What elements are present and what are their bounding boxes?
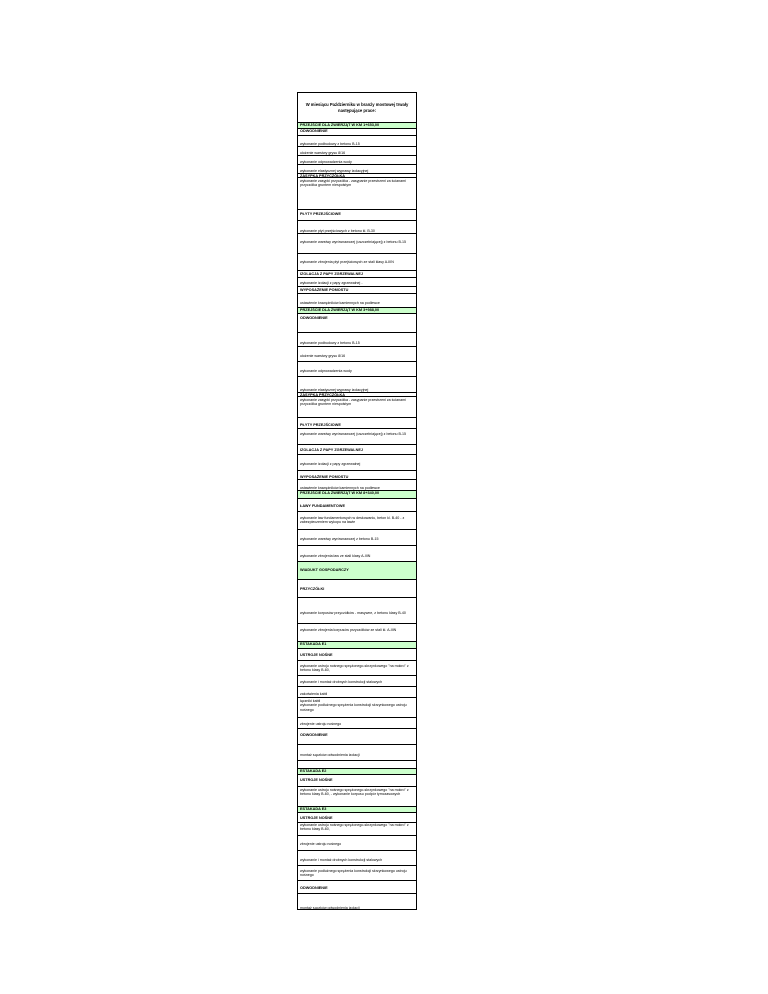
task-item-wykonanie-warstwy-wyrownawczej-z-betonu-b-15-text: wykonanie warstwy wyrównawczej z betonu B-15 xyxy=(300,537,379,541)
task-item-wykonanie-elastycznej-wyprawy-izolacyjnej xyxy=(298,164,416,173)
group-heading-ustroje-nosne xyxy=(298,774,416,786)
task-item-ulozenie-warstwy-grysu-8-16 xyxy=(298,346,416,361)
task-item-montaz-saczkow-odwodnienia-izolacji xyxy=(298,744,416,760)
task-item-wykonanie-ustroju-nosnego-sprezonego-skrzynkoweg-text: wykonanie ustroju nośnego sprężonego-skrzynkowego "na mokro" z betonu klasy B-60, - wykonanie korpusu podpór tymczasowych xyxy=(300,788,409,797)
task-item-ulozenie-warstwy-grysu-8-16-text: ułożenie warstwy grysu 8/16 xyxy=(300,151,346,155)
group-heading-odwodnienie-text: ODWODNIENIE xyxy=(300,886,328,890)
task-item-wykonanie-plyt-przejsciowych-z-betonu-kl-b-30 xyxy=(298,220,416,233)
group-heading-plyty-przejsciowe xyxy=(298,417,416,428)
task-item-wykonanie-podbudowy-z-betonu-b-15 xyxy=(298,135,416,146)
task-item-ustawienie-kraweznikow-kamiennych-na-podlewce xyxy=(298,479,416,490)
section-heading-estakada-e2-text: ESTAKADA E2 xyxy=(300,769,327,773)
group-heading-plyty-przejsciowe xyxy=(298,209,416,220)
task-item-ustawienie-kraweznikow-kamiennych-na-podlewce-text: ustawienie krawężników kamiennych na podlewce xyxy=(300,486,380,490)
task-item-wykonanie-warstwy-wyrownawczej-uszczelniajacej-z-text: wykonanie warstwy wyrównawczej (uszczelniającej) z betonu B-15 xyxy=(300,240,407,244)
task-item-ulozenie-warstwy-grysu-8-16 xyxy=(298,146,416,155)
task-item-laczniki-kabli-wykonanie-podluznego-sprezenia-ko-text: łączniki kabli wykonanie podłużnego sprężenia konstrukcji skrzynkowego ustroju nośnego xyxy=(300,699,407,712)
task-item-wykonanie-zasypki-przyczolka-zasypanie-przestrze-text: wykonanie zasypki przyczółka - zasypanie przestrzeni za ścianami przyczółka gruntem niespoistym xyxy=(300,179,406,188)
task-item-wykonanie-i-montaz-drobnych-konstrukcji-stalowyc xyxy=(298,675,416,686)
task-item-wykonanie-ustroju-nosnego-sprezonego-skrzynkoweg-text: wykonanie ustroju nośnego sprężonego-skrzynkowego "na mokro" z betonu klasy B-60, xyxy=(300,823,409,832)
task-item-zbrojenie-ustroju-nosnego-text: zbrojenie ustroju nośnego xyxy=(300,722,342,726)
group-heading-wyposazenie-pomostu xyxy=(298,286,416,293)
task-item-wykonanie-podluznego-sprezenia-konstrukcji-skrzy xyxy=(298,865,416,880)
group-heading-ustroje-nosne-text: USTROJE NOŚNE xyxy=(300,778,333,782)
section-heading-estakada-e1-text: ESTAKADA E1 xyxy=(300,642,327,646)
group-heading-izolacja-z-papy-zgrzewalnej xyxy=(298,444,416,454)
section-heading-wiadukt-gospodarczy xyxy=(298,561,416,579)
section-heading-przejscie-dla-zwierzat-w-km-1-653-00-text: PRZEJŚCIE DLA ZWIERZĄT W KM 1+653,00 xyxy=(300,123,380,127)
task-item-wykonanie-zbrojenia-plyt-przejsciowych-ze-stali- xyxy=(298,253,416,270)
task-item-wykonanie-podluznego-sprezenia-konstrukcji-skrzy-text: wykonanie podłużnego sprężenia konstrukcji skrzynkowego ustroju nośnego xyxy=(300,869,407,878)
task-item-wykonanie-law-fundamentowych-w-deskowaniu-beton--text: wykonanie ław fundamentowych w deskowaniu, beton kl. B-40 - z zabezpieczeniem wykopu na ławie xyxy=(300,516,405,525)
task-item-wykonanie-korpusow-przyczolkow-masywne-z-betonu--text: wykonanie korpusów przyczółków - masywne, z betonu klasy B-40 xyxy=(300,611,406,615)
task-item-wykonanie-podbudowy-z-betonu-b-15-text: wykonanie podbudowy z betonu B-15 xyxy=(300,341,360,345)
task-item-wykonanie-podbudowy-z-betonu-b-15-text: wykonanie podbudowy z betonu B-15 xyxy=(300,142,360,146)
task-item-wykonanie-zasypki-przyczolka-zasypanie-przestrze xyxy=(298,396,416,417)
group-heading-odwodnienie xyxy=(298,128,416,135)
task-item-wykonanie-ustroju-nosnego-sprezonego-skrzynkoweg xyxy=(298,786,416,806)
task-item-wykonanie-izolacji-z-papy-zgrzewalnej xyxy=(298,454,416,470)
task-item-wykonanie-zbrojenia-korpusow-przyczolkow-ze-stal-text: wykonanie zbrojenia korpusów przyczółków ze stali kl. A-IIIN xyxy=(300,628,397,632)
group-heading-izolacja-z-papy-zgrzewalnej-text: IZOLACJA Z PAPY ZGRZEWALNEJ xyxy=(300,272,364,276)
group-heading-plyty-przejsciowe-text: PŁYTY PRZEJŚCIOWE xyxy=(300,212,341,216)
spreadsheet-table xyxy=(297,92,417,910)
group-heading-ustroje-nosne-text: USTROJE NOŚNE xyxy=(300,653,333,657)
group-heading-odwodnienie xyxy=(298,728,416,744)
task-item-wykonanie-elastycznej-wyprawy-izolacyjnej-text: wykonanie elastycznej wyprawy izolacyjnej xyxy=(300,169,369,173)
section-heading-estakada-e1 xyxy=(298,641,416,648)
task-item-ulozenie-warstwy-grysu-8-16-text: ułożenie warstwy grysu 8/16 xyxy=(300,354,346,358)
task-item-wykonanie-zbrojenia-korpusow-przyczolkow-ze-stal xyxy=(298,623,416,641)
group-heading-ustroje-nosne xyxy=(298,812,416,822)
task-item-laczniki-kabli-wykonanie-podluznego-sprezenia-ko xyxy=(298,697,416,717)
task-item-wykonanie-i-montaz-drobnych-konstrukcji-stalowyc-text: wykonanie i montaż drobnych konstrukcji stalowych xyxy=(300,858,383,862)
group-heading-przyczolki xyxy=(298,579,416,597)
section-heading-przejscie-dla-zwierzat-w-km-3-988-00-text: PRZEJŚCIE DLA ZWIERZĄT W KM 3+988,00 xyxy=(300,308,380,312)
task-item-wykonanie-warstwy-wyrownawczej-uszczelniajacej-z xyxy=(298,428,416,444)
task-item-wykonanie-ustroju-nosnego-sprezonego-skrzynkoweg xyxy=(298,660,416,675)
task-item-zakotwienia-kabli-text: zakotwienia kabli xyxy=(300,692,328,696)
section-heading-przejscie-dla-zwierzat-w-km-8-340-00 xyxy=(298,490,416,498)
group-heading-przyczolki-text: PRZYCZÓŁKI xyxy=(300,587,325,591)
task-item-wykonanie-law-fundamentowych-w-deskowaniu-beton- xyxy=(298,511,416,529)
task-item-wykonanie-zbrojenia-plyt-przejsciowych-ze-stali--text: wykonanie zbrojenia płyt przejściowych ze stali klasy A-IIIN xyxy=(300,260,394,264)
task-item-wykonanie-warstwy-wyrownawczej-z-betonu-b-15 xyxy=(298,529,416,545)
task-item-wykonanie-odprowadzenia-wody xyxy=(298,155,416,164)
group-heading-odwodnienie-text: ODWODNIENIE xyxy=(300,129,328,133)
task-item-wykonanie-izolacji-z-papy-zgrzewalnej xyxy=(298,277,416,286)
task-item-wykonanie-korpusow-przyczolkow-masywne-z-betonu- xyxy=(298,597,416,623)
task-item-wykonanie-izolacji-z-papy-zgrzewalnej-text: wykonanie izolacji z papy zgrzewalnej xyxy=(300,462,361,466)
group-heading-izolacja-z-papy-zgrzewalnej xyxy=(298,270,416,277)
group-heading-zasypka-przyczolka-text: ZASYPKA PRZYCZÓŁKA xyxy=(300,174,346,177)
group-heading-odwodnienie xyxy=(298,880,416,893)
group-heading-wyposazenie-pomostu xyxy=(298,470,416,479)
task-item-ustawienie-kraweznikow-kamiennych-na-podlewce-text: ustawienie krawężników kamiennych na podlewce xyxy=(300,301,380,305)
group-heading-ustroje-nosne xyxy=(298,648,416,660)
task-item-wykonanie-odprowadzenia-wody-text: wykonanie odprowadzenia wody xyxy=(300,160,352,164)
group-heading-wyposazenie-pomostu-text: WYPOSAŻENIE POMOSTU xyxy=(300,288,349,292)
group-heading-izolacja-z-papy-zgrzewalnej-text: IZOLACJA Z PAPY ZGRZEWALNEJ xyxy=(300,448,364,452)
group-heading-lawy-fundamentowe xyxy=(298,498,416,511)
task-item-wykonanie-zbrojenia-law-ze-stali-klasy-a-iiin-text: wykonanie zbrojenia ław ze stali klasy A-IIIN xyxy=(300,554,371,558)
group-heading-ustroje-nosne-text: USTROJE NOŚNE xyxy=(300,816,333,820)
sheet-title xyxy=(298,93,416,122)
group-heading-plyty-przejsciowe-text: PŁYTY PRZEJŚCIOWE xyxy=(300,423,341,427)
section-heading-wiadukt-gospodarczy-text: WIADUKT GOSPODARCZY xyxy=(300,568,349,572)
sheet-title-text: W miesiącu Październiku w branży mostowej trwały następujące prace: xyxy=(305,102,409,113)
task-item-wykonanie-plyt-przejsciowych-z-betonu-kl-b-30-text: wykonanie płyt przejściowych z betonu kl. B-30 xyxy=(300,229,375,233)
task-item-wykonanie-elastycznej-wyprawy-izolacyjnej xyxy=(298,376,416,392)
task-item-wykonanie-warstwy-wyrownawczej-uszczelniajacej-z xyxy=(298,233,416,253)
group-heading-zasypka-przyczolka-text: ZASYPKA PRZYCZÓŁKA xyxy=(300,393,346,396)
task-item-montaz-saczkow-odwodnienia-izolacji-text: montaż sączków odwodnienia izolacji xyxy=(300,753,360,757)
task-item-montaz-saczkow-odwodnienia-izolacji-text: montaż sączków odwodnienia izolacji xyxy=(300,906,360,910)
task-item-zakotwienia-kabli xyxy=(298,686,416,697)
task-item-zbrojenie-ustroju-nosnego xyxy=(298,835,416,850)
group-heading-odwodnienie-text: ODWODNIENIE xyxy=(300,733,328,737)
task-item-wykonanie-i-montaz-drobnych-konstrukcji-stalowyc xyxy=(298,850,416,865)
task-item-zbrojenie-ustroju-nosnego-text: zbrojenie ustroju nośnego xyxy=(300,842,342,846)
section-heading-estakada-e3-text: ESTAKADA E3 xyxy=(300,807,327,811)
task-item-wykonanie-zbrojenia-law-ze-stali-klasy-a-iiin xyxy=(298,545,416,561)
task-item-wykonanie-warstwy-wyrownawczej-uszczelniajacej-z-text: wykonanie warstwy wyrównawczej (uszczelniającej) z betonu B-15 xyxy=(300,432,407,436)
task-item-wykonanie-elastycznej-wyprawy-izolacyjnej-text: wykonanie elastycznej wyprawy izolacyjnej xyxy=(300,388,369,392)
task-item-wykonanie-odprowadzenia-wody xyxy=(298,361,416,376)
group-heading-wyposazenie-pomostu-text: WYPOSAŻENIE POMOSTU xyxy=(300,475,349,479)
task-item-wykonanie-i-montaz-drobnych-konstrukcji-stalowyc-text: wykonanie i montaż drobnych konstrukcji stalowych xyxy=(300,680,383,684)
group-heading-odwodnienie xyxy=(298,313,416,332)
task-item-wykonanie-ustroju-nosnego-sprezonego-skrzynkoweg xyxy=(298,822,416,835)
section-heading-przejscie-dla-zwierzat-w-km-8-340-00-text: PRZEJŚCIE DLA ZWIERZĄT W KM 8+340,00 xyxy=(300,491,380,495)
task-item-wykonanie-ustroju-nosnego-sprezonego-skrzynkoweg-text: wykonanie ustroju nośnego sprężonego-skrzynkowego "na mokro" z betonu klasy B-60, xyxy=(300,664,409,673)
task-item-wykonanie-odprowadzenia-wody-text: wykonanie odprowadzenia wody xyxy=(300,369,352,373)
task-item-wykonanie-zasypki-przyczolka-zasypanie-przestrze xyxy=(298,177,416,209)
task-item-montaz-saczkow-odwodnienia-izolacji xyxy=(298,893,416,911)
task-item-zbrojenie-ustroju-nosnego xyxy=(298,717,416,728)
task-item-wykonanie-izolacji-z-papy-zgrzewalnej-text: wykonanie izolacji z papy zgrzewalnej - xyxy=(300,281,363,285)
task-item-wykonanie-zasypki-przyczolka-zasypanie-przestrze-text: wykonanie zasypki przyczółka - zasypanie przestrzeni za ścianami przyczółka gruntem niespoistym xyxy=(300,398,406,407)
group-heading-odwodnienie-text: ODWODNIENIE xyxy=(300,316,328,320)
task-item-wykonanie-podbudowy-z-betonu-b-15 xyxy=(298,332,416,346)
task-item-wykonanie-rurek-odplywowych xyxy=(298,760,416,768)
group-heading-lawy-fundamentowe-text: ŁAWY FUNDAMENTOWE xyxy=(300,504,345,508)
task-item-ustawienie-kraweznikow-kamiennych-na-podlewce xyxy=(298,293,416,307)
